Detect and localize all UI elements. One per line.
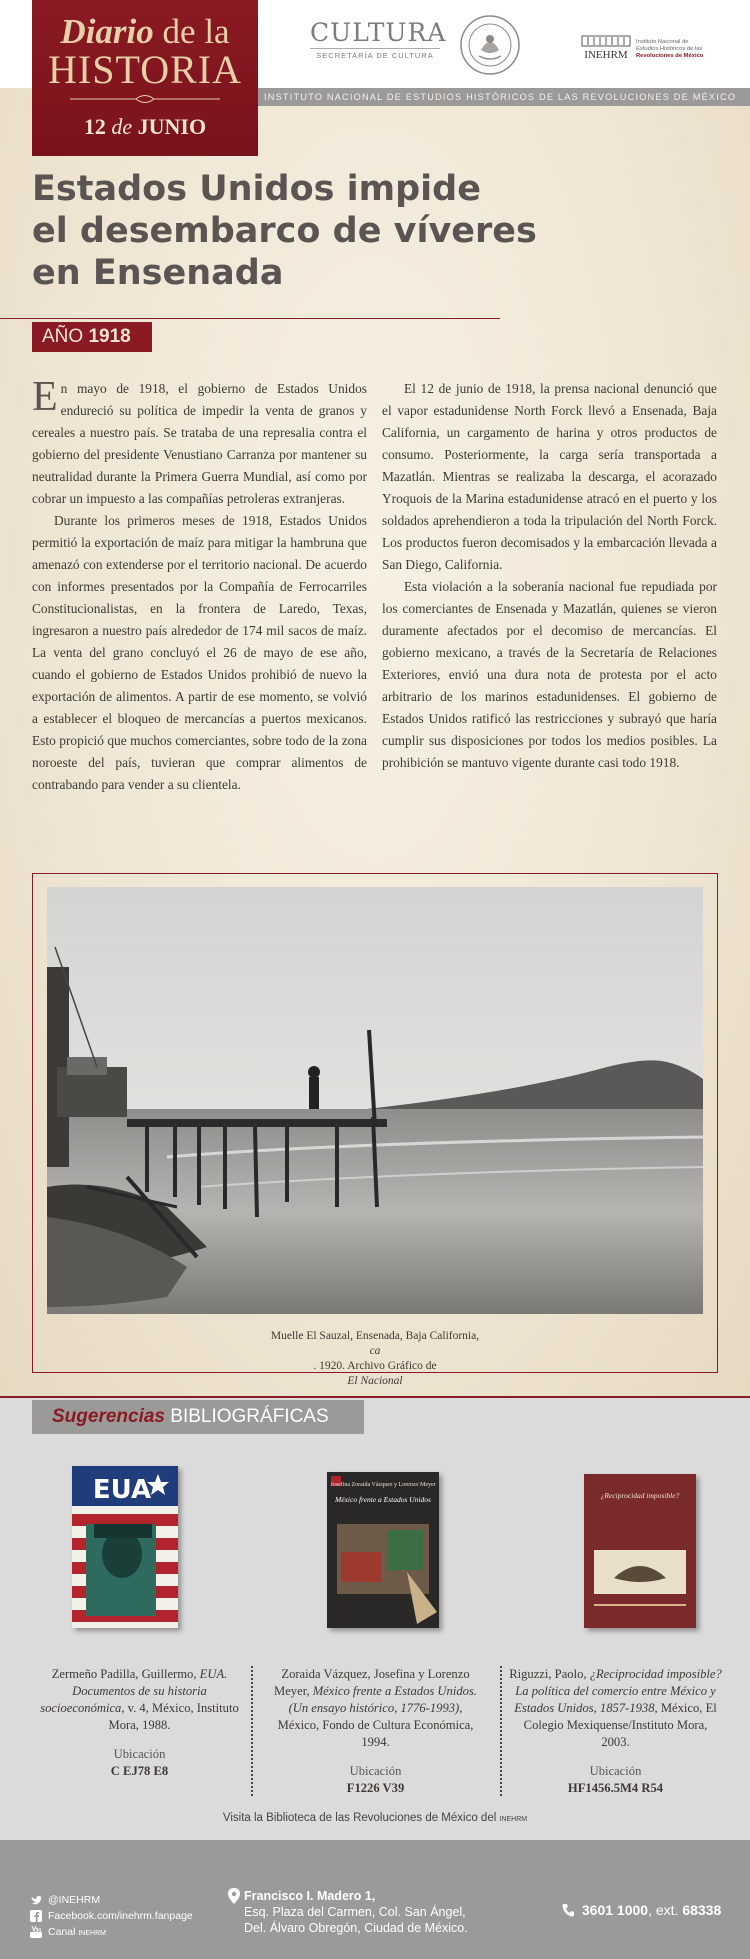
phone-icon (562, 1903, 574, 1917)
location-pin-icon (228, 1888, 240, 1904)
badge-date-month: JUNIO (137, 114, 207, 139)
facebook-link[interactable] (30, 1908, 193, 1924)
bib-text (508, 1666, 723, 1751)
cultura-sub: SECRETARÍA DE CULTURA (310, 48, 440, 60)
caption-b: . 1920. Archivo Gráfico de (313, 1360, 437, 1372)
book-cover-mexico-frente[interactable] (327, 1472, 439, 1628)
badge-date-de: de (105, 114, 138, 139)
bib2-author: Zoraida Vázquez, Josefina y Lorenzo Meyer, (274, 1667, 470, 1698)
institute-bar: INSTITUTO NACIONAL DE ESTUDIOS HISTÓRICOS DE LAS REVOLUCIONES DE MÉXICO (258, 88, 750, 106)
caption-line1 (33, 1329, 717, 1404)
youtube-channel (48, 1924, 106, 1940)
youtube-link[interactable] (30, 1924, 193, 1940)
cultura-logo[interactable] (310, 18, 447, 66)
article-paragraph: Durante los primeros meses de 1918, Estados Unidos permitió la exportación de maíz para mitigar la hambruna que amenazó con extenderse por el territorio nacional. De acuerdo con informes presentados por la Compañía de Ferrocarriles Constitucionalistas, en la frontera de Laredo, Texas, ingresaron a nuestro país alrededor de 174 mil sacos de maíz. La venta del grano concluyó el 26 de mayo de ese año, cuando el gobierno de Estados Unidos prohibió de nuevo la exportación de alimentos. A partir de ese momento, se volvió a establecer el bloqueo de mercancías a puertos mexicanos. Esto propició que muchos comerciantes, sobre todo de la zona noroeste del país, tuvieran que comprar alimentos de contrabando para vender a su clientela. (32, 513, 367, 792)
facebook-url: Facebook.com/inehrm.fanpage (48, 1910, 193, 1922)
title-rule (0, 318, 500, 319)
facebook-icon (30, 1910, 42, 1922)
sugg-rest: BIBLIOGRÁFICAS (165, 1406, 329, 1427)
call-number: F1226 V39 (346, 1781, 405, 1795)
book2-cover-author: Josefina Zoraida Vázquez y Lorenzo Meyer (330, 1482, 436, 1488)
phone-ext: 68338 (682, 1902, 722, 1918)
visit-inehrm: inehrm (499, 1813, 528, 1824)
location-label: Ubicación (349, 1764, 402, 1778)
inehrm-building-icon (580, 34, 632, 62)
caption-paper: El Nacional (347, 1375, 403, 1387)
title-line1: Estados Unidos impide (32, 169, 481, 209)
article-paragraph: El 12 de junio de 1918, la prensa nacional denunció que el vapor estadunidense North Forck llevó a Ensenada, Baja California, un cargamento de harina y otros productos de consumo. Posteriormente, la carga sería transportada a Mazatlán. Mientras se realizaba la descarga, el acorazado Yroquois de la Marina estadunidense atracó en el puerto y los soldados aprehendieron a toda la tripulación del North Forck. Los productos fueron decomisados y la embarcación llevada a San Diego, California. (382, 381, 717, 572)
call-number: HF1456.5M4 R54 (567, 1781, 664, 1795)
ornament-icon (70, 94, 220, 104)
book-cover-eua[interactable] (72, 1466, 178, 1628)
twitter-handle: @INEHRM (48, 1894, 101, 1906)
inehrm-text3: Revoluciones de México (636, 53, 704, 59)
bib-text (32, 1666, 247, 1734)
inehrm-logo[interactable] (580, 34, 710, 64)
address-line3: Del. Álvaro Obregón, Ciudad de México. (244, 1921, 468, 1935)
badge-title-rest: de la (153, 12, 230, 51)
social-links (30, 1892, 193, 1940)
book-cover-reciprocidad[interactable] (584, 1474, 696, 1628)
bib3-title: ¿Reciprocidad imposible? La política del comercio entre México y Estados Unidos, 1857-1938 (514, 1667, 722, 1715)
address (244, 1888, 468, 1936)
bib1-rest: , v. 4, México, Instituto Mora, 1988. (108, 1701, 239, 1732)
youtube-a: Canal (48, 1926, 79, 1938)
photo-frame (32, 873, 718, 1387)
phone-main: 3601 1000 (581, 1902, 649, 1918)
bib1-title: EUA. Documentos de su historia socioeconómica (40, 1667, 228, 1715)
cultura-name: CULTURA (310, 18, 447, 47)
address-bold: Francisco I. Madero 1, (244, 1889, 376, 1903)
badge-date (32, 114, 258, 140)
title-line2: el desembarco de víveres (32, 211, 537, 251)
visit-text: Visita la Biblioteca de las Revoluciones de México del (222, 1812, 500, 1824)
divider-dots (251, 1666, 253, 1796)
caption-a: Muelle El Sauzal, Ensenada, Baja California, (270, 1330, 480, 1342)
bib-text (268, 1666, 483, 1751)
article-column-left (32, 374, 367, 796)
twitter-icon (30, 1894, 42, 1906)
inehrm-text1: Instituto Nacional de (636, 39, 689, 45)
diario-badge (32, 0, 258, 156)
suggestions-heading (32, 1400, 364, 1434)
national-seal-icon (459, 14, 521, 76)
badge-title-italic: Diario (60, 12, 154, 51)
youtube-icon (30, 1926, 42, 1938)
article-title (32, 168, 572, 294)
article-paragraph: Esta violación a la soberanía nacional fue repudiada por los comerciantes de Ensenada y Mazatlán, quienes se vieron duramente afectados por el decomiso de mercancías. El gobierno mexicano, a través de la Secretaría de Relaciones Exteriores, envió una dura nota de protesta por el acto arbitrario de los marinos estadunidenses. El gobierno de Estados Unidos ratificó las restricciones y subrayó que haría cumplir sus disposiciones por todos los medios posibles. La prohibición se mantuvo vigente durante casi todo 1918. (382, 579, 717, 770)
library-visit-note (0, 1812, 750, 1824)
bib2-rest: , México, Fondo de Cultura Económica, 1994. (277, 1701, 474, 1749)
bib3-rest: , México, El Colegio Mexiquense/Instituto Mora, 2003. (523, 1701, 717, 1749)
year-prefix: AÑO (42, 326, 89, 347)
bib2-title: México frente a Estados Unidos. (Un ensayo histórico, 1776-1993) (288, 1684, 477, 1715)
bib3-author: Riguzzi, Paolo, (509, 1667, 587, 1681)
phone-ext-label: , ext. (648, 1902, 683, 1918)
address-line2: Esq. Plaza del Carmen, Col. San Ángel, (244, 1905, 466, 1919)
caption-ca: ca (369, 1345, 381, 1357)
article-column-right (382, 378, 717, 774)
year-label (32, 322, 152, 352)
book1-cover-title: EUA (92, 1475, 152, 1505)
badge-title-line2: HISTORIA (48, 47, 242, 92)
inehrm-box-text: INEHRM (584, 49, 628, 61)
badge-date-day: 12 (83, 114, 106, 139)
bib-entry (32, 1666, 247, 1780)
book2-cover-title: México frente a Estados Unidos (335, 1495, 431, 1504)
sugg-italic: Sugerencias (52, 1406, 165, 1427)
bib-entry (508, 1666, 723, 1797)
call-number: C EJ78 E8 (110, 1764, 169, 1778)
historic-pier-photo (47, 887, 703, 1314)
inehrm-text2: Estudios Históricos de las (636, 46, 703, 52)
book3-cover-title: ¿Reciprocidad imposible? (600, 1491, 680, 1500)
youtube-b: inehrm (78, 1926, 106, 1938)
phone-number[interactable] (562, 1902, 721, 1918)
dropcap: E (32, 374, 58, 420)
footer (0, 1840, 750, 1959)
inehrm-text (636, 39, 703, 60)
year-value: 1918 (88, 326, 131, 347)
bib1-author: Zermeño Padilla, Guillermo, (51, 1667, 197, 1681)
left-p1-text: n mayo de 1918, el gobierno de Estados Unidos endureció su política de impedir la venta de granos y cereales a nuestro país. Se trataba de una represalia contra el gobierno del presidente Venustiano Carranza por mantener su neutralidad durante la Primera Guerra Mundial, así como por cobrar un impuesto a las compañías petroleras extranjeras. (32, 381, 367, 506)
bib-entry (268, 1666, 483, 1797)
article-paragraph (32, 374, 367, 510)
location-label: Ubicación (589, 1764, 642, 1778)
divider-dots (500, 1666, 502, 1796)
location-label: Ubicación (113, 1747, 166, 1761)
title-line3: en Ensenada (32, 253, 284, 293)
twitter-link[interactable] (30, 1892, 193, 1908)
